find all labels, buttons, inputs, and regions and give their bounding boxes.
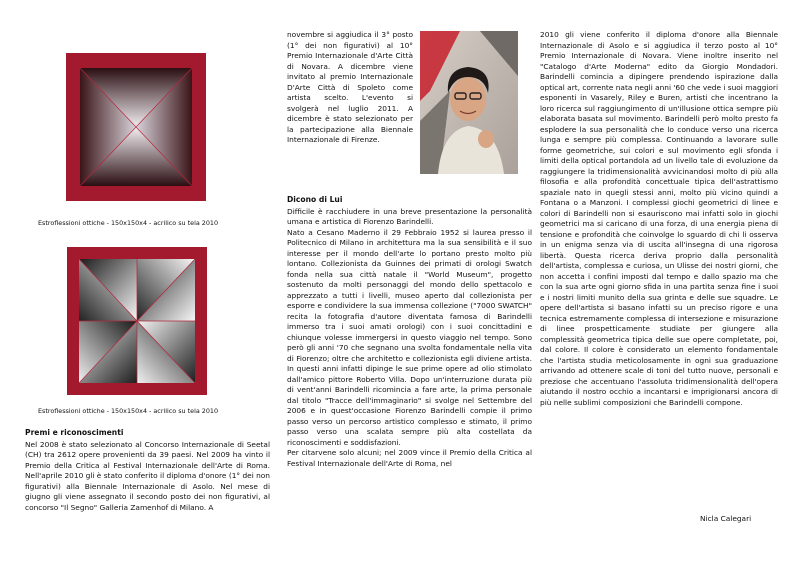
awards-continued — [287, 30, 413, 146]
about-heading: Dicono di Lui — [287, 195, 343, 204]
about-section — [287, 195, 532, 469]
about-paragraph-1: Difficile è racchiudere in una breve presentazione la personalità umana e artistica di Fiorenzo Barindelli. — [287, 206, 532, 226]
about-paragraph-2: Nato a Cesano Maderno il 29 Febbraio 1952 si laurea presso il Politecnico di Milano in architettura ma la sua sensibilità e il suo interesse per il mondo dell'arte lo portano presto molto più lontano. Collezionista da Guinnes dei primati di orologi Swatch fonda nella sua città natale il "World Museum", progetto sostenuto da molti personaggi del mondo dello spettacolo e apprezzato a tutti i livelli, museo aperto dal collezionista per esporre e condividere la sua immensa collezione ("7000 SWATCH" recita la fotografia d'autore diventata famosa di Barindelli immerso tra i suoi amati orologi) con i suoi concittadini e chiunque volesse immergersi in questo viaggio nel tempo. Sono però gli anni '70 che segnano una svolta fondamentale nella vita di Fiorenzo; oltre che architetto e collezionista egli diviene artista. In questi anni infatti dipinge le sue prime opere ad olio stimolato dall'amico pittore Roberto Villa. Dopo un'interruzione durata più di vent'anni Barindelli ricomincia a fare arte, la prima personale dal titolo "Tracce dell'immaginario" si svolge nel Settembre del 2006 e in quest'occasione Fiorenzo Barindelli compie il primo passo verso un percorso artistico complesso e stimato, il primo passo verso una scalata sempre più alta costellata da riconoscimenti e soddisfazioni. — [287, 227, 532, 447]
awards-heading: Premi e riconoscimenti — [25, 428, 124, 437]
author-signature: Nicla Calegari — [700, 514, 752, 523]
artwork-top-painting — [66, 53, 206, 201]
artwork-bottom-painting — [67, 247, 207, 395]
artist-photo — [420, 31, 518, 174]
awards-text: Nel 2008 è stato selezionato al Concorso Internazionale di Seetal (CH) tra 2612 opere provenienti da 39 paesi. Nel 2009 ha vinto il Premio della Critica al Festival Internazionale dell'Arte di Roma. Nell'aprile 2010 gli è stato conferito il diploma d'onore (1° dei non figurativi) alla Biennale Internazionale di Asolo. Nel mese di giugno gli viene assegnato il secondo posto dei non figurativi, al concorso "Il Segno" Galleria Zamenhof di Milano. A — [25, 439, 270, 512]
about-continued-text: 2010 gli viene conferito il diploma d'onore alla Biennale Internazionale di Asolo e si aggiudica il terzo posto al 10° Premio Internazionale di Novara. Viene inoltre inserito nel "Catalogo d'Arte Moderna" edito da Giorgio Mondadori. Barindelli comincia a dipingere prendendo ispirazione dalla optical art, corrente nata negli anni '60 che vede i suoi maggiori esponenti in Vasarely, Riley e Buren, artisti che incentrano la loro ricerca sul raggiungimento di un'illusione ottica sempre più elaborata basata sul movimento. Barindelli però molto presto fa esplodere la sua personalità che lo conduce verso una ricerca lunga e sempre più complessa. Continuando a lavorare sulle forme geometriche, sui colori e sul movimento egli sfonda i limiti della optical portandola ad un livello tale di evoluzione da raggiungere la tridimensionalità avvicinandosi molto di più alla filosofia e alla profondità concettuale tipica dell'astrattismo spaziale nato in quegli stessi anni, molto più vicino quindi a Fontana o a Manzoni. I complessi giochi geometrici di linee e colori di Barindelli non si esauriscono mai infatti solo in giochi geometrici ma si caricano di una forza, di una energia piena di tensione e profondità che coinvolge lo sguardo di chi li osserva in un enigma senza via di uscita all'insegna di una rigorosa libertà. Questa ricerca deriva proprio dalla personalità dell'artista, complessa e curiosa, un Ulisse dei nostri giorni, che non accetta i confini imposti dal tempo e dallo spazio ma che con la sua arte ogni giorno sfida in una partita senza fine i suoi e i nostri limiti munito della sua grinta e delle sue squadre. Le opere dell'artista si basano infatti su un preciso rigore e una tecnica estremamente complessa di intersezione e misurazione di linee prospetticamente studiate per giungere alla complessità geometrica tipica delle sue opere completate, poi, dal colore. Il colore è considerato un elemento fondamentale che l'artista studia meticolosamente in ogni sua graduazione arrivando ad ottenere scale di toni del tutto nuove, personali e preziose che accentuano l'assoluta tridimensionalità dell'opera aiutando il nostro occhio a incantarsi e imprigionarsi ancora di più nelle sublimi composizioni che Barindelli compone. — [540, 30, 778, 407]
artwork-top-caption: Estroflessioni ottiche - 150x150x4 - acrilico su tela 2010 — [38, 219, 219, 227]
about-continued — [540, 30, 778, 408]
awards-section — [25, 428, 270, 513]
about-paragraph-3: Per citarvene solo alcuni; nel 2009 vince il Premio della Critica al Festival Internazionale dell'Arte di Roma, nel — [287, 448, 532, 468]
awards-continued-text: novembre si aggiudica il 3° posto (1° dei non figurativi) al 10° Premio Internazionale d'Arte Città di Novara. A dicembre viene invitato al premio Internazionale D'Arte Città di Spoleto come artista scelto. L'evento si svolgerà nel luglio 2011. A dicembre è stato selezionato per la partecipazione alla Biennale Internazionale di Firenze. — [287, 30, 413, 144]
artwork-bottom-caption: Estroflessioni ottiche - 150x150x4 - acrilico su tela 2010 — [38, 407, 219, 415]
